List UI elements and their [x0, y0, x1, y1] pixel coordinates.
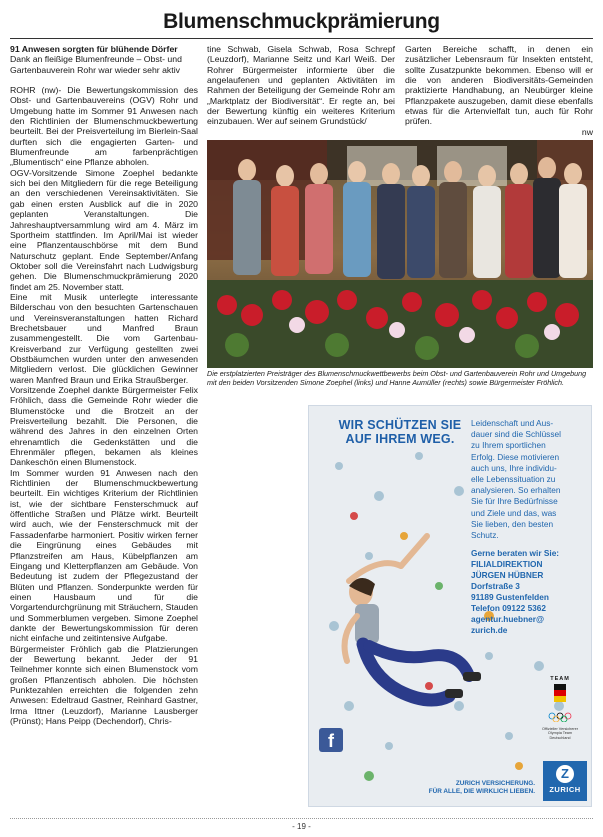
- ad-contact-intro: Gerne beraten wir Sie:: [471, 548, 560, 558]
- author-signature: nw: [581, 126, 593, 137]
- ad-slogan: [363, 780, 535, 796]
- ad-contact-email[interactable]: agentur.huebner@: [471, 614, 545, 624]
- ad-body-line: Schutz.: [471, 530, 499, 541]
- article-column-1: [10, 44, 198, 726]
- article-paragraph: Im Sommer wurden 91 Anwesen nach den Richtlinien der Blumenschmuckbewertung beurteilt. Ein wichtiges Kriterium der Richtlinien ist, wie der sichtbare Fensterschmuck auf öffentliche Straßen und Plätze wirkt. Beurteilt wird auch, wie der Fensterschmuck mit der Fassadenfarbe harmoniert. Positiv wirken ferner die Eingrünung eines Gebäudes mit Pflanzstreifen am Haus, Kübelpflanzen am Eingang und Kletterpflanzen am Gebäude. Von Bedeutung ist zudem der Pflegezustand der Blüten und Pflanzen. Sonderpunkte werden für einen Hausbaum und für die Vorgartendurchgrünung mit Sträuchern, Stauden und Sommerblumen vergeben. Simone Zoephel dankte der Bewertungskommission für deren nicht einfache und zeitintensive Aufgabe.: [10, 467, 198, 644]
- team-small-text: Offizieller Versicherer: [541, 727, 578, 731]
- ad-contact-line: 91189 Gustenfelden: [471, 592, 549, 602]
- ad-contact-line: FILIALDIREKTION: [471, 559, 543, 569]
- facebook-icon[interactable]: f: [319, 728, 343, 752]
- ad-contact-email[interactable]: zurich.de: [471, 625, 508, 635]
- article-paragraph: OGV-Vorsitzende Simone Zoephel bedankte sich bei den Mitgliedern für die rege Beteiligung an den verschiedenen Vereinsaktivitäten. Sie gab einen ersten Ausblick auf die in 2020 geplanten Veranstaltungen. Die Jahreshauptversammlung wird am 4. März im Sportheim stattfinden. Im April/Mai ist wieder eine Pflanzentauschbörse mit dem Bund Naturschutz geplant. Ende September/Anfang Oktober soll die Vereinsfahrt nach Ludwigsburg gehen. Die Blumenschmuckprämierung 2020 findet am 25. November statt.: [10, 167, 198, 292]
- ad-body-line: auch uns, Ihre individu-: [471, 462, 557, 473]
- photo-caption: Die erstplatzierten Preisträger des Blumenschmuckwettbewerbs beim Obst- und Gartenbauverein Rohr und Umgebung mit den beiden Vorsitzenden Simone Zoephel (links) und Hanne Aumüller (rechts) sowie Bürgermeister Fröhlich.: [207, 369, 587, 387]
- team-deutschland-badge: [537, 676, 583, 740]
- zurich-logo[interactable]: [543, 761, 587, 801]
- article-column-3: [405, 44, 593, 137]
- zurich-brand-name: ZURICH: [549, 785, 581, 794]
- ad-body-line: analysieren. So erhalten: [471, 485, 561, 496]
- article-subhead: Dank an fleißige Blumenfreunde – Obst- und Gartenbauverein Rohr war wieder sehr aktiv: [10, 54, 182, 75]
- article-paragraph: Bürgermeister Fröhlich gab die Platzierungen der Bewertung bekannt. Jeder der 91 Teilnehmer konnte sich einen Blumenstock vom großen Pflanzentisch abholen. Die höchsten Punktezahlen erreichten die folgenden zehn Anwesen: Edeltraud Gastner, Reinhard Gastner, Irma Ittner (Leuzdorf), Marianne Lausberger (Prünst); Hans Peipp (Dechendorf), Chris-: [10, 643, 198, 726]
- ad-body-line: dauer sind die Schlüssel: [471, 429, 561, 440]
- article-paragraph: Eine mit Musik unterlegte interessante Bilderschau von den besuchten Gartenschauen und Vereinsveranstaltungen hatten Richard Brechetsbauer und Manfred Braun zusammengestellt. Die vom Gartenbau-Kreisverband zur Verfügung gestellten zwei Obstbäumchen wurden unter den anwesenden Mitgliedern verlost. Die glücklichen Gewinner waren Manfred Braun und Erika Straußberger.: [10, 291, 198, 385]
- ad-body-line: Erfolg. Diese motivieren: [471, 451, 560, 462]
- ad-body-line: elle Lebenssituation zu: [471, 474, 556, 485]
- ad-headline: [325, 418, 475, 446]
- article-paragraph: tine Schwab, Gisela Schwab, Rosa Schrepf (Leuzdorf), Marianne Seitz und Karl Weiß. Der Rohrer Bürgermeister informierte über die angelaufenen und geplanten Aktivitäten im Rahmen der Beteiligung der Gemeinde Rohr am „Marktplatz der Biodiversität“. Er regte an, bei der Bewertung künftig ein weiteres Kriterium einzubauen. Wer auf seinem Grundstück/: [207, 44, 395, 127]
- ad-slogan-line-2: FÜR ALLE, DIE WIRKLICH LIEBEN.: [428, 788, 535, 795]
- article-paragraph: Vorsitzende Zoephel dankte Bürgermeister Felix Fröhlich, dass die Gemeinde Rohr wieder die Blumenstöcke und die Brotzeit an der Preisverteilung bezahlt. Die Personen, die während des Jahres in den einzelnen Orten ehrenamtlich die Gedenkstätten und die Ehrenmäler pflegen, bekamen als kleines Dankeschön einen Blumenstock.: [10, 385, 198, 468]
- ad-body-line: und Ziele und das, was: [471, 507, 557, 518]
- team-small-text: Olympia Team: [547, 731, 573, 736]
- article-column-2: [207, 44, 395, 127]
- ad-contact-line: Dorfstraße 3: [471, 581, 520, 591]
- ad-body-line: zu Ihrem sportlichen: [471, 440, 546, 451]
- group-photo-image: [207, 140, 593, 368]
- eagle-icon: [550, 682, 570, 704]
- ad-headline-line-1: WIR SCHÜTZEN SIE: [338, 418, 462, 432]
- ad-body-line: Leidenschaft und Aus-: [471, 418, 554, 428]
- ad-contact-line: JÜRGEN HÜBNER: [471, 570, 544, 580]
- ad-body-line: Sie für Ihre Bedürfnisse: [471, 496, 558, 507]
- zurich-z-icon: Z: [556, 765, 574, 783]
- title-rule: [10, 38, 593, 39]
- ad-body-text: [471, 418, 587, 541]
- zurich-advertisement[interactable]: [308, 405, 592, 807]
- team-label: TEAM: [550, 676, 570, 682]
- ad-slogan-line-1: ZURICH VERSICHERUNG.: [455, 780, 535, 787]
- page-title: Blumenschmuckprämierung: [163, 10, 440, 33]
- ad-contact: [471, 548, 589, 636]
- olympic-rings-icon: [548, 712, 572, 722]
- page-number: - 19 -: [292, 822, 311, 831]
- article-paragraph: Garten Bereiche schafft, in denen ein zusätzlicher Lebensraum für Insekten entsteht, sollte Zusatzpunkte bekommen. Ebenso will er die von anderen Biodiversitäts-Gemeinden praktizierte Handhabung, an Neubürger kleine Pflanzpakete auszugeben, damit diese ebenfalls etwas für die Artenvielfalt tun, auch für Rohr prüfen.: [405, 44, 593, 127]
- article-headline: 91 Anwesen sorgten für blühende Dörfer: [10, 44, 178, 54]
- team-small-text: Deutschland: [549, 735, 571, 740]
- ad-headline-line-2: AUF IHREM WEG.: [345, 432, 455, 446]
- group-photo: [207, 140, 593, 368]
- ad-contact-phone: Telefon 09122 5362: [471, 603, 547, 613]
- article-paragraph: ROHR (nw)- Die Bewertungskommission des Obst- und Gartenbauvereins (OGV) Rohr und Umgebung hatte im Sommer 91 Anwesen nach den Richtlinien der Blumenschmuckbewertung beurteilt. Bei der Preisverteilung im Bierlein-Saal durften sich die engagierten Garten- und Blumenfreunde am farbenprächtigen „Blumentisch“ eine Pflanze abholen.: [10, 85, 198, 168]
- footer-rule: [10, 818, 593, 819]
- ad-body-line: Sie lieben, den besten: [471, 518, 554, 529]
